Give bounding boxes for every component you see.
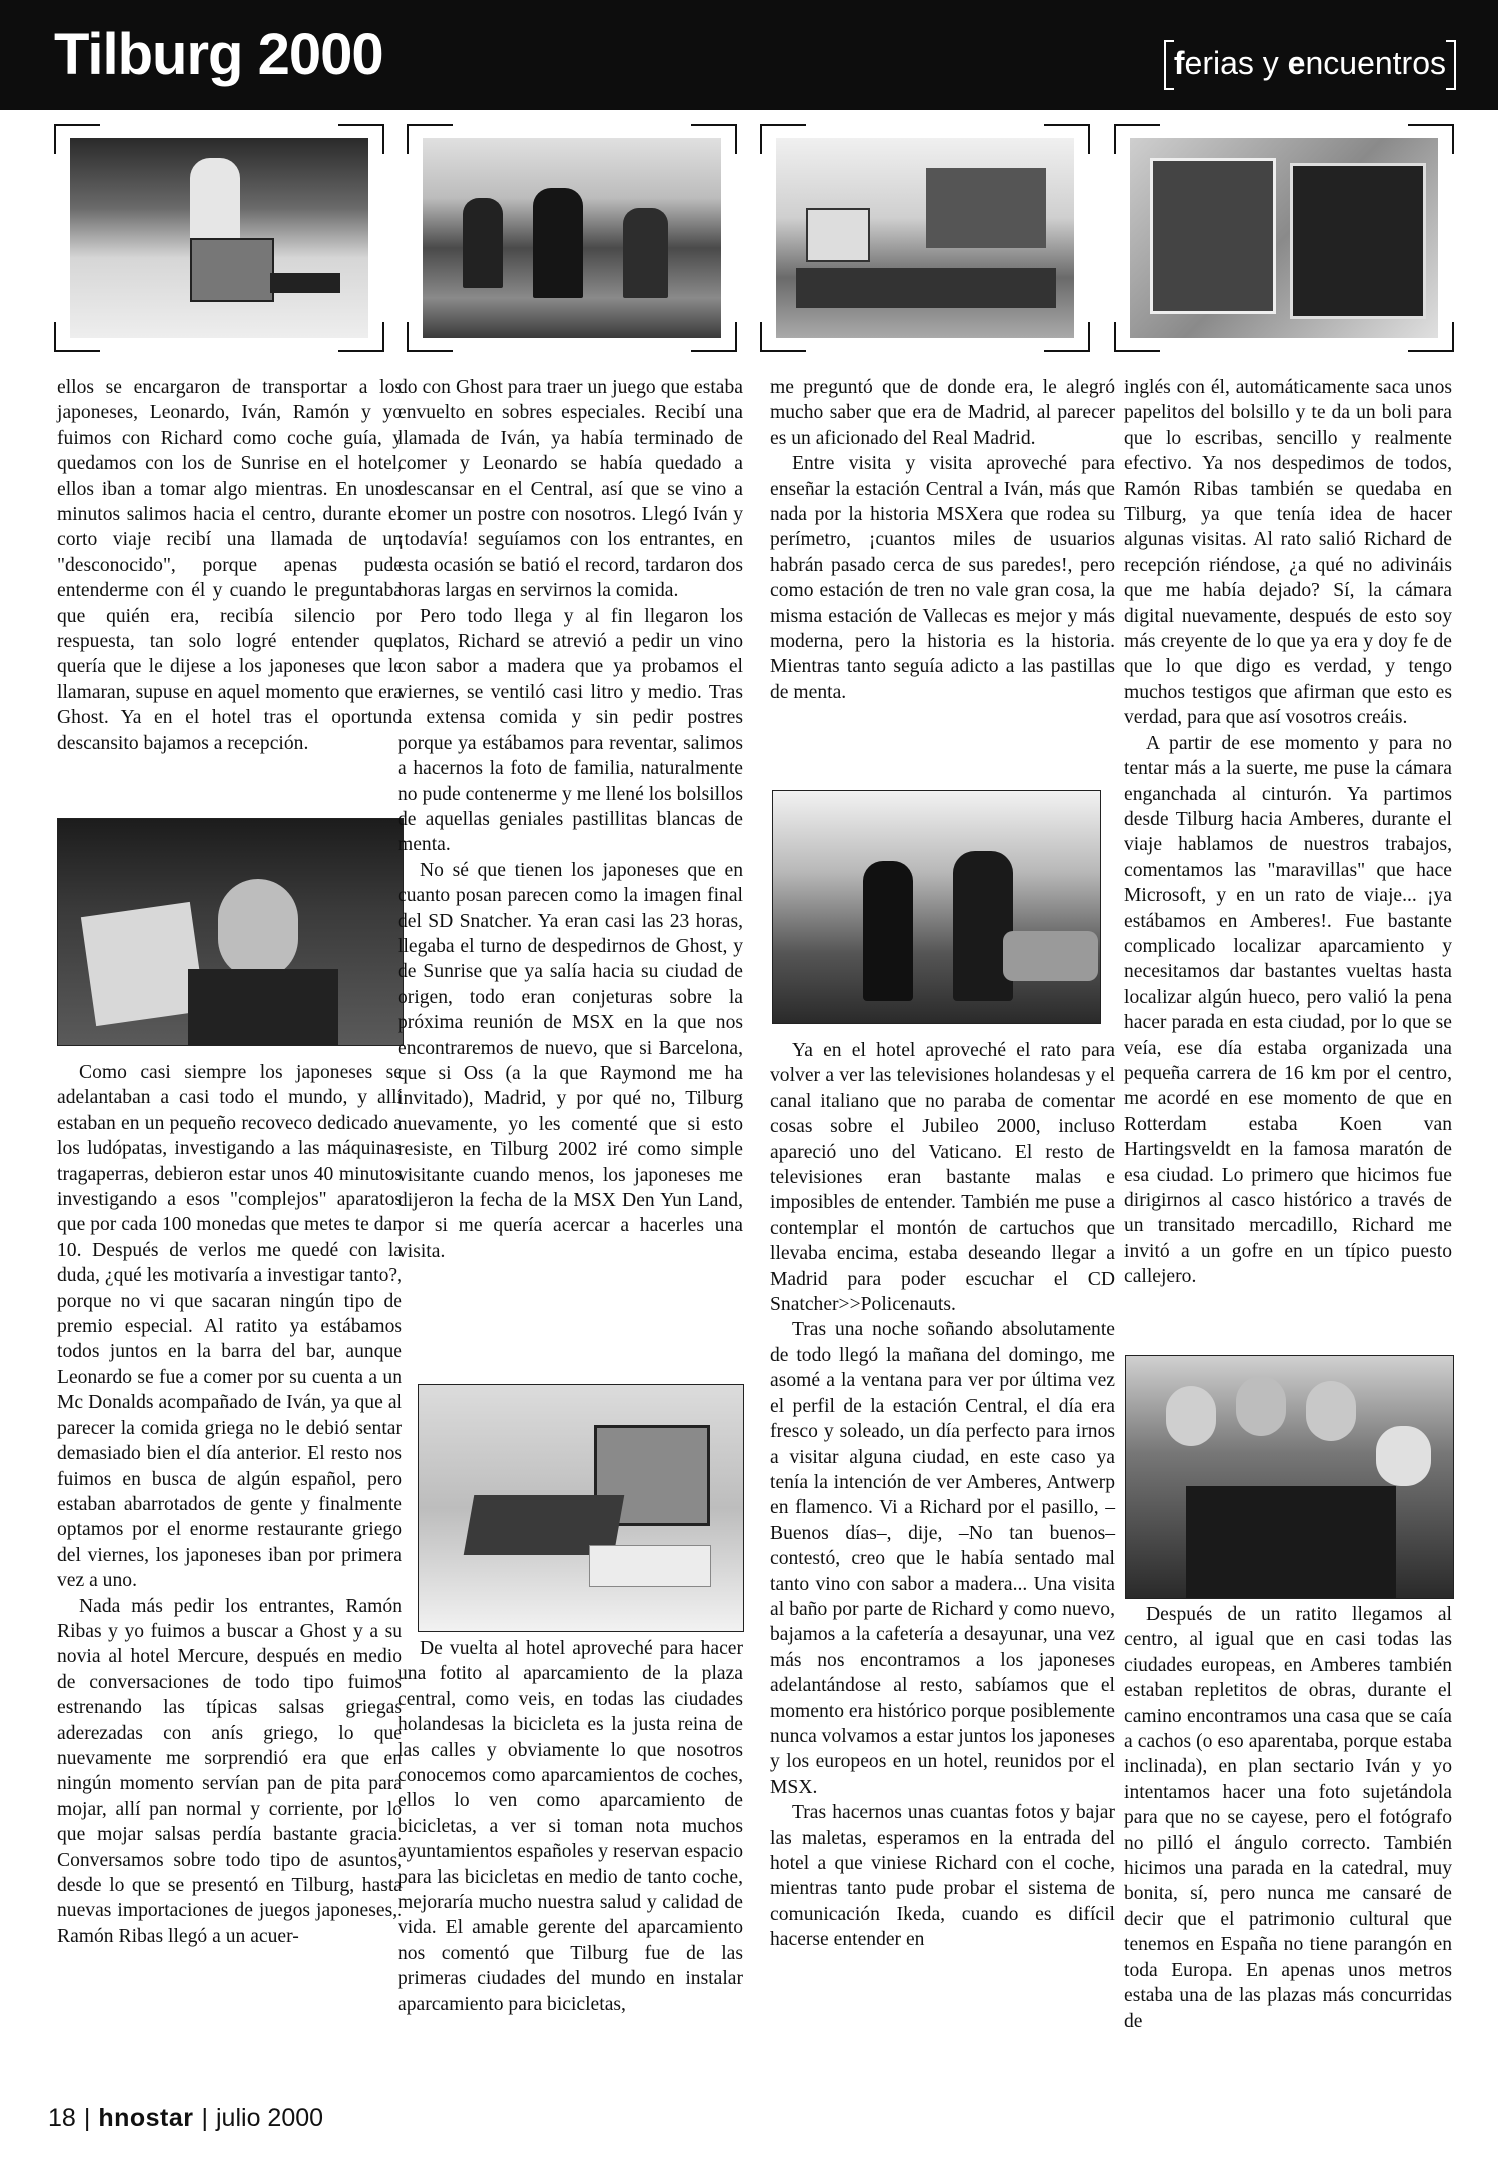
column-3 bbox=[770, 375, 1115, 705]
section-letter-f: f bbox=[1173, 45, 1185, 81]
photo-game-boxes bbox=[1130, 138, 1438, 338]
photo-computer-booth bbox=[70, 138, 368, 338]
column-4b bbox=[1124, 1602, 1452, 2034]
photo-frame-2 bbox=[407, 124, 737, 352]
section-text-end: ncuentros bbox=[1305, 45, 1446, 81]
paragraph: Pero todo llega y al fin llegaron los platos, Richard se atrevió a pedir un vino con sabor a madera que ya probamos el viernes, se ventiló casi litro y medio. Tras la extensa comida y sin pedir postres porque ya estábamos para reventar, salimos a hacernos la foto de familia, naturalmente no pude contenerme y me llené los bolsillos de aquellas geniales pastillitas blancas de menta. bbox=[398, 605, 743, 856]
paragraph: Tras una noche soñando absolutamente de todo llegó la mañana del domingo, me asomé a la ventana para ver por última vez el perfil de la estación Central, el día era fresco y soleado, un día perfecto para irnos a visitar alguna ciudad, en este caso ya tenía la intención de ver Amberes, Antwerp en flamenco. Vi a Richard por el pasillo, –Buenos días–, dije, –No tan buenos– contestó, creo que le había sentado mal tanto vino con sabor a madera... Una visita al baño por parte de Richard y como nuevo, bajamos a la cafetería a desayunar, una vez más nos encontramos a los japoneses adelantándose al resto, sabíamos que el momento era histórico porque posiblemente nunca volvamos a estar juntos los japoneses y los europeos en un hotel, reunidos por el MSX. bbox=[770, 1319, 1115, 1798]
photo-group-portrait bbox=[1125, 1355, 1454, 1599]
photo-stands-room bbox=[776, 138, 1074, 338]
paragraph: Ya en el hotel aproveché el rato para volver a ver las televisiones holandesas y el canal italiano que no paraba de comentar cosas sobre el Jubileo 2000, incluso apareció uno del Vaticano. El resto de televisiones eran bastante malas e imposibles de entender. También me puse a contemplar el montón de cartuchos que llevaba encima, estaba deseando llegar a Madrid para poder escuchar el CD Snatcher>>Policenauts. bbox=[770, 1040, 1115, 1316]
photo-street-group bbox=[772, 790, 1101, 1024]
paragraph: Tras hacernos unas cuantas fotos y bajar las maletas, esperamos en la entrada del hotel a que viniese Richard con el coche, mientras tanto pude probar el sistema de comunicación Ikeda, cuando es difícil hacerse entender en bbox=[770, 1802, 1115, 1951]
column-1b bbox=[57, 1060, 402, 1949]
photo-man-with-box bbox=[57, 818, 404, 1046]
article-title: Tilburg 2000 bbox=[54, 22, 383, 87]
section-text: erias y bbox=[1184, 45, 1288, 81]
paragraph: Entre visita y visita aproveché para enseñar la estación Central a Iván, más que nada por la historia MSXera que rodea su perímetro, ¡cuantos miles de usuarios habrán pasado cerca de sus paredes!, pero como estación de tren no vale gran cosa, la misma estación de Vallecas es mejor y más moderna, pero la historia es la historia. Mientras tanto seguía adicto a las pastillas de menta. bbox=[770, 453, 1115, 703]
bracket-left bbox=[1164, 40, 1174, 90]
section-letter-e: e bbox=[1287, 45, 1306, 81]
magazine-name: hnostar bbox=[98, 2104, 194, 2132]
column-1 bbox=[57, 375, 402, 756]
column-3b bbox=[770, 1038, 1115, 1953]
photo-frame-3 bbox=[760, 124, 1090, 352]
section-tag bbox=[1164, 40, 1456, 86]
paragraph: ellos se encargaron de transportar a los japoneses, Leonardo, Iván, Ramón y yo fuimos con Richard como coche guía, y quedamos con los de Sunrise en el hotel, ellos iban a tomar algo mientras. En unos minutos salimos hacia el centro, durante el corto viaje recibí una llamada de un "desconocido", porque apenas pude entenderme con él y cuando le preguntaba que quién era, recibía silencio por respuesta, tan solo logré entender que quería que le dijese a los japoneses que le llamaran, supuse en aquel momento que era Ghost. Ya en el hotel tras el oportuno descansito bajamos a recepción. bbox=[57, 377, 402, 754]
header-bar bbox=[0, 0, 1498, 110]
photo-frame-1 bbox=[54, 124, 384, 352]
page-number: 18 bbox=[48, 2104, 76, 2132]
page-footer: 18 | hnostar | julio 2000 bbox=[48, 2104, 324, 2132]
photo-crowd-hall bbox=[423, 138, 721, 338]
paragraph: inglés con él, automáticamente saca unos papelitos del bolsillo y te da un boli para que lo escribas, sencillo y realmente efectivo. Ya nos despedimos de todos, Ramón Ribas también se quedaba en Tilburg, ya que tenía idea de hacer algunas visitas. Al rato salió Richard de recepción riéndose, ¿a qué no adivináis que me había dejado? Sí, la cámara digital nuevamente, después de esto soy más creyente de lo que ya era y doy fe de que lo que digo es verdad, y tengo muchos testigos que afirman que esto es verdad, para que así vosotros creáis. bbox=[1124, 377, 1452, 729]
paragraph: do con Ghost para traer un juego que estaba envuelto en sobres especiales. Recibí una llamada de Iván, ya había terminado de comer y Leonardo se había quedado a descansar en el Central, así que se vino a comer un postre con nosotros. Llegó Iván y ¡todavía! seguíamos con los entrantes, en esta ocasión se batió el record, tardaron dos horas largas en servirnos la comida. bbox=[398, 377, 743, 602]
column-2b bbox=[398, 1636, 743, 2017]
paragraph: Como casi siempre los japoneses se adelantaban a casi todo el mundo, y allí estaban en un pequeño recoveco dedicado a los ludópatas, investigando a las máquinas tragaperras, debieron estar unos 40 minutos investigando a esos "complejos" aparatos que por cada 100 monedas que metes te dan 10. Después de verlos me quedé con la duda, ¿qué les motivaría a investigar tanto?, porque no vi que sacaran ningún tipo de premio especial. Al ratito ya estábamos todos juntos en la barra del bar, aunque Leonardo se fue a comer por su cuenta a un Mc Donalds acompañado de Iván, ya que al parecer la comida griega no le debió sentar demasiado bien el día anterior. El resto nos fuimos en busca de algún español, pero estaban abarrotados de gente y finalmente optamos por el enorme restaurante griego del viernes, los japoneses iban por primera vez a uno. bbox=[57, 1062, 402, 1592]
column-4 bbox=[1124, 375, 1452, 1290]
paragraph: De vuelta al hotel aproveché para hacer una fotito al aparcamiento de la plaza central, como veis, en todas las ciudades holandesas la bicicleta es la justa reina de las calles y obviamente lo que nosotros conocemos como aparcamientos de coches, ellos lo ven como aparcamiento de bicicletas, a ver si toman nota muchos ayuntamientos españoles y reservan espacio para las bicicletas en medio de tanto coche, mejoraría mucho nuestra salud y calidad de vida. El amable gerente del aparcamiento nos comentó que Tilburg fue de las primeras ciudades del mundo en instalar aparcamiento para bicicletas, bbox=[398, 1638, 743, 2015]
issue-date: julio 2000 bbox=[216, 2104, 324, 2132]
photo-frame-4 bbox=[1114, 124, 1454, 352]
photo-msx-computer bbox=[418, 1384, 744, 1632]
paragraph: No sé que tienen los japoneses que en cuanto posan parecen como la imagen final del SD Snatcher. Ya eran casi las 23 horas, llegaba el turno de despedirnos de Ghost, y de Sunrise que ya salía hacia su ciudad de origen, todo eran conjeturas sobre la próxima reunión de MSX en la que nos encontraremos de nuevo, que si Barcelona, que si Oss (a la que Raymond me ha invitado), Madrid, y por qué no, Tilburg nuevamente, yo les comenté que si esto resiste, en Tilburg 2002 iré como simple visitante cuando menos, los japoneses me dijeron la fecha de la MSX Den Yun Land, por si me quería acercar a hacerles una visita. bbox=[398, 859, 743, 1262]
paragraph: me preguntó que de donde era, le alegró mucho saber que era de Madrid, al parecer es un aficionado del Real Madrid. bbox=[770, 377, 1115, 449]
paragraph: A partir de ese momento y para no tentar más a la suerte, me puse la cámara enganchada al cinturón. Ya partimos desde Tilburg hacia Amberes, durante el viaje hablamos de nuestros trabajos, comentamos las "maravillas" que hace Microsoft, y en un rato de viaje... ¡ya estábamos en Amberes!. Fue bastante complicado localizar aparcamiento y necesitamos dar bastantes vueltas hasta localizar algún hueco, pero valió la pena hacer parada en esta ciudad, por lo que se veía, ese día estaba organizada una pequeña carrera de 16 km por el centro, me acordé en ese momento de que en Rotterdam estaba Koen van Hartingsveldt en la famosa maratón de esa ciudad. Lo primero que hicimos fue dirigirnos al casco histórico a través de un transitado mercadillo, Richard me invitó a un gofre en un típico puesto callejero. bbox=[1124, 732, 1452, 1288]
column-2 bbox=[398, 375, 743, 1264]
bracket-right bbox=[1446, 40, 1456, 90]
paragraph: Nada más pedir los entrantes, Ramón Ribas y yo fuimos a buscar a Ghost y a su novia al hotel Mercure, después en medio de conversaciones de todo tipo fuimos estrenando las típicas salsas griegas aderezadas con anís griego, lo que nuevamente me sorprendió era que en ningún momento servían pan de pita para mojar, allí pan normal y corriente, por lo que mojar salsas perdía bastante gracia. Conversamos sobre todo tipo de asuntos, desde lo que se presentó en Tilburg, hasta nuevas importaciones de juegos japoneses,. Ramón Ribas llegó a un acuer- bbox=[57, 1595, 402, 1947]
paragraph: Después de un ratito llegamos al centro, al igual que en casi todas las ciudades europeas, en Amberes también estaban repletitos de obras, durante el camino encontramos una casa que se caía a cachos (o eso aparentaba, porque estaba inclinada), en plan sectario Iván y yo intentamos hacer una foto sujetándola para que no se cayese, pero el fotógrafo no pilló el ángulo correcto. También hicimos una parada en la catedral, muy bonita, sí, pero nunca me cansaré de decir que el patrimonio cultural que tenemos en España no tiene parangón en toda Europa. En apenas unos metros estaba una de las plazas más concurridas de bbox=[1124, 1604, 1452, 2032]
